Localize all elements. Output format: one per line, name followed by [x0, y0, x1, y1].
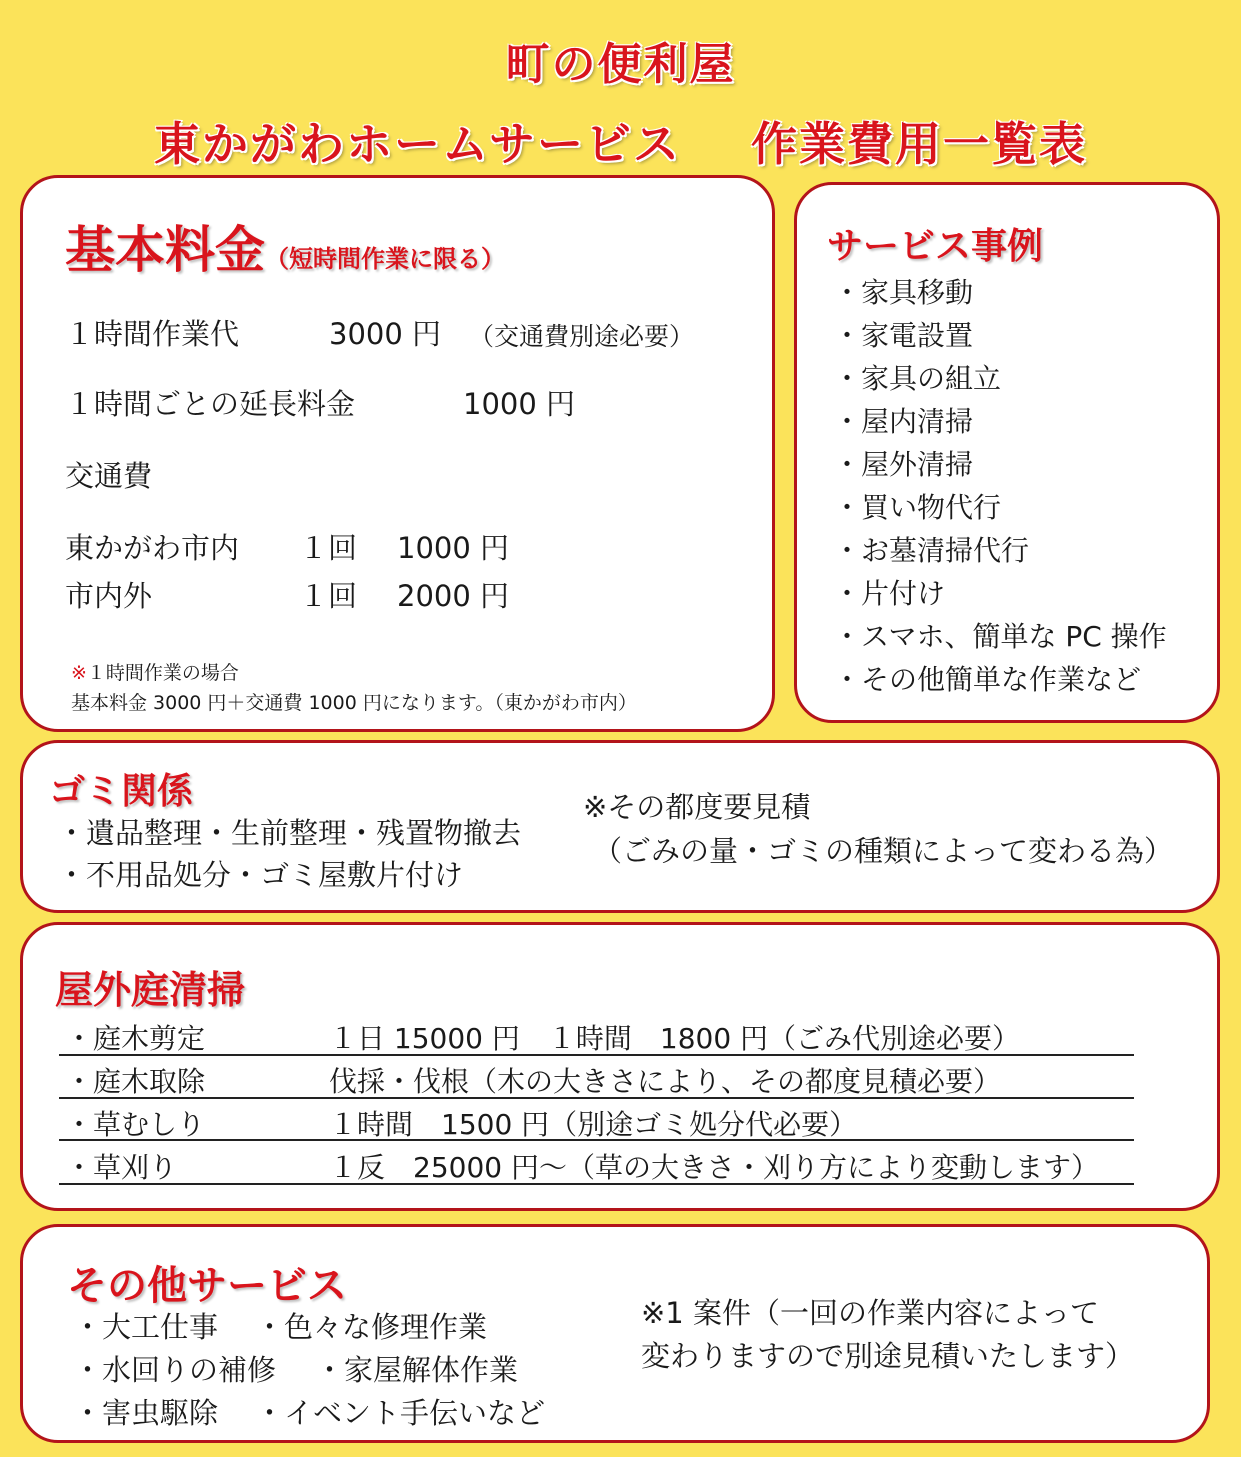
service-examples-heading: サービス事例 [827, 226, 1044, 267]
garbage-line1: ・遺品整理・生前整理・残置物撤去 [57, 816, 522, 850]
row-detail: １日 15000 円 １時間 1800 円（ごみ代別途必要） [329, 1022, 1021, 1055]
list-item: ・色々な修理作業 [255, 1310, 488, 1344]
list-item: ・大工仕事 [73, 1310, 219, 1344]
garbage-note2: （ごみの量・ゴミの種類によって変わる為） [593, 834, 1174, 868]
basic-fee-heading-sub: （短時間作業に限る） [265, 245, 505, 273]
row-detail: 伐採・伐根（木の大きさにより、その都度見積必要） [329, 1065, 1002, 1098]
note-mark: ※ [71, 662, 87, 684]
table-row [59, 1011, 1134, 1056]
other-note1: ※1 案件（一回の作業内容によって [641, 1296, 1099, 1330]
row-detail: １反 25000 円～（草の大きさ・刈り方により変動します） [329, 1151, 1099, 1184]
transport-price: 2000 円 [397, 579, 510, 613]
page-title-line2 [0, 108, 1241, 174]
garbage-line2: ・不用品処分・ゴミ屋敷片付け [57, 858, 464, 892]
basic-note-line1 [71, 658, 239, 685]
hourly-label: １時間作業代 [65, 317, 240, 351]
other-services-heading: その他サービス [67, 1263, 347, 1309]
garbage-heading: ゴミ関係 [49, 771, 194, 812]
extension-price: 1000 円 [463, 387, 576, 421]
other-services-card [20, 1224, 1210, 1443]
list-item: ・お墓清掃代行 [833, 534, 1030, 567]
list-item: ・その他簡単な作業など [833, 663, 1142, 696]
row-detail: １時間 1500 円（別途ゴミ処分代必要） [329, 1108, 858, 1141]
list-item: ・家屋解体作業 [315, 1353, 519, 1387]
price-list-title: 作業費用一覧表 [751, 117, 1088, 171]
row-name: ・庭木取除 [65, 1065, 206, 1098]
basic-fee-heading [65, 210, 505, 282]
basic-fee-card [20, 175, 775, 732]
row-name: ・草むしり [65, 1108, 206, 1141]
transport-area: 市内外 [65, 579, 153, 613]
garden-cleaning-heading: 屋外庭清掃 [55, 968, 246, 1012]
transport-label: 交通費 [65, 459, 153, 493]
row-name: ・草刈り [65, 1151, 178, 1184]
transport-area: 東かがわ市内 [65, 531, 240, 565]
list-item: ・水回りの補修 [73, 1353, 277, 1387]
list-item: ・片付け [833, 577, 946, 610]
service-examples-list [833, 271, 1167, 701]
company-name: 東かがわホームサービス [153, 117, 682, 171]
basic-note-line2: 基本料金 3000 円＋交通費 1000 円になります。（東かがわ市内） [71, 692, 637, 714]
garbage-card [20, 740, 1220, 913]
hourly-price: 3000 円 [329, 317, 442, 351]
list-item: ・イベント手伝いなど [255, 1396, 546, 1430]
page-title-line1: 町の便利屋 [505, 39, 736, 90]
service-examples-card [794, 182, 1220, 723]
table-row [59, 1140, 1134, 1185]
list-item: ・スマホ、簡単な PC 操作 [833, 620, 1167, 653]
transport-count: １回 [299, 579, 358, 613]
garden-cleaning-card [20, 922, 1220, 1211]
list-item: ・屋外清掃 [833, 448, 974, 481]
list-item: ・家具移動 [833, 276, 974, 309]
table-row [59, 1054, 1134, 1099]
extension-label: １時間ごとの延長料金 [65, 387, 356, 421]
hourly-note: （交通費別途必要） [469, 322, 695, 351]
list-item: ・買い物代行 [833, 491, 1002, 524]
list-item: ・家電設置 [833, 319, 974, 352]
divider [59, 1139, 1134, 1141]
garbage-note1: ※その都度要見積 [583, 790, 811, 824]
list-item: ・害虫駆除 [73, 1396, 219, 1430]
note-text: １時間作業の場合 [86, 662, 239, 684]
transport-price: 1000 円 [397, 531, 510, 565]
transport-count: １回 [299, 531, 358, 565]
table-row [59, 1097, 1134, 1140]
list-item: ・家具の組立 [833, 362, 1002, 395]
other-note2: 変わりますので別途見積いたします） [641, 1339, 1135, 1373]
basic-fee-heading-main: 基本料金 [65, 221, 265, 279]
row-name: ・庭木剪定 [65, 1022, 206, 1055]
list-item: ・屋内清掃 [833, 405, 974, 438]
